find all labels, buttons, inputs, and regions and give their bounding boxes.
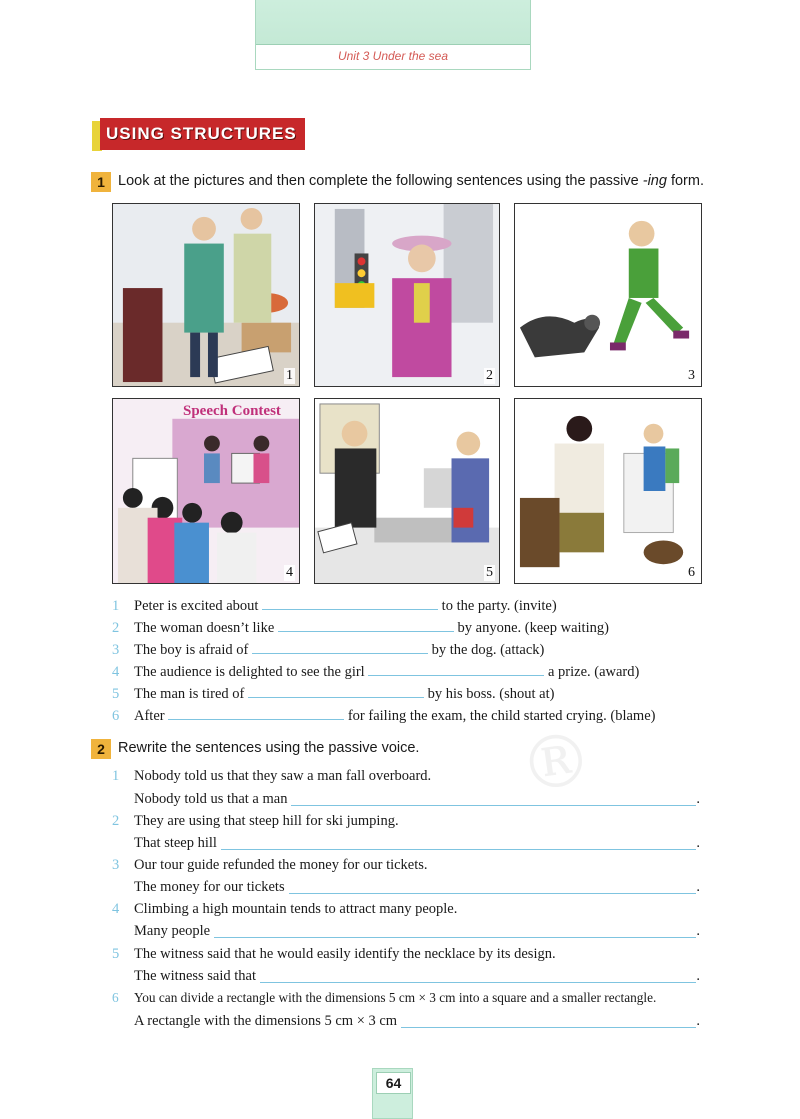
sentence-end: by his boss. (shout at) bbox=[427, 686, 555, 702]
item-number: 6 bbox=[112, 708, 120, 724]
instruction-part: form. bbox=[666, 173, 704, 189]
sentence-end: for failing the exam, the child started crying. (blame) bbox=[347, 708, 656, 724]
page-number: 64 bbox=[376, 1072, 411, 1094]
instruction-emphasis: -ing bbox=[642, 173, 667, 189]
answer-line[interactable] bbox=[214, 923, 696, 938]
rewrite-line bbox=[134, 835, 700, 852]
picture-panel-5 bbox=[314, 398, 500, 584]
sentence-start: The audience is delighted to see the girl bbox=[134, 664, 365, 680]
answer-line[interactable] bbox=[260, 968, 696, 983]
panel-number: 6 bbox=[688, 565, 695, 580]
rewrite-prompt: The witness said that bbox=[134, 968, 257, 984]
sentence-end: by the dog. (attack) bbox=[431, 642, 545, 658]
answer-blank[interactable] bbox=[252, 639, 428, 654]
item-number: 3 bbox=[112, 642, 120, 658]
exercise-2-number: 2 bbox=[91, 739, 111, 759]
rewrite-prompt: A rectangle with the dimensions 5 cm × 3 cm bbox=[134, 1013, 398, 1029]
item-number: 6 bbox=[112, 990, 119, 1005]
panel-number: 5 bbox=[486, 565, 493, 580]
rewrite-line bbox=[134, 879, 700, 896]
line-period: . bbox=[696, 879, 700, 895]
sentence-start: The woman doesn’t like bbox=[134, 620, 275, 636]
item-number: 5 bbox=[112, 946, 120, 962]
exercise-1-number: 1 bbox=[91, 172, 111, 192]
exercise-1-instruction bbox=[118, 173, 704, 189]
answer-blank[interactable] bbox=[248, 683, 424, 698]
answer-line[interactable] bbox=[221, 835, 696, 850]
list-item bbox=[112, 683, 554, 703]
rewrite-prompt: Many people bbox=[134, 923, 211, 939]
sentence-end: by anyone. (keep waiting) bbox=[457, 620, 609, 636]
list-item bbox=[112, 595, 557, 615]
picture-panel-1 bbox=[112, 203, 300, 387]
original-sentence: Climbing a high mountain tends to attract many people. bbox=[134, 901, 458, 917]
item-number: 2 bbox=[112, 620, 120, 636]
unit-title: Unit 3 Under the sea bbox=[337, 49, 449, 63]
sentence-end: a prize. (award) bbox=[547, 664, 640, 680]
sentence-start: After bbox=[134, 708, 165, 724]
line-period: . bbox=[696, 1013, 700, 1029]
illustration-boss-shouting bbox=[315, 399, 499, 583]
rewrite-line bbox=[134, 923, 700, 940]
header-divider bbox=[256, 44, 530, 45]
item-number: 5 bbox=[112, 686, 120, 702]
watermark: ® bbox=[514, 715, 598, 809]
list-item bbox=[112, 813, 399, 830]
sentence-end: to the party. (invite) bbox=[441, 598, 557, 614]
item-number: 4 bbox=[112, 664, 120, 680]
picture-panel-4 bbox=[112, 398, 300, 584]
answer-blank[interactable] bbox=[262, 595, 438, 610]
speech-contest-sign: Speech Contest bbox=[183, 403, 281, 419]
panel-number: 4 bbox=[286, 565, 293, 580]
answer-blank[interactable] bbox=[278, 617, 454, 632]
original-sentence: They are using that steep hill for ski jumping. bbox=[134, 813, 399, 829]
illustration-crying-child bbox=[515, 399, 701, 583]
panel-number: 2 bbox=[486, 368, 493, 383]
sentence-start: Peter is excited about bbox=[134, 598, 259, 614]
illustration-waiting-woman bbox=[315, 204, 499, 386]
original-sentence: Nobody told us that they saw a man fall overboard. bbox=[134, 768, 432, 784]
list-item bbox=[112, 901, 457, 918]
answer-line[interactable] bbox=[401, 1013, 696, 1028]
sentence-start: The boy is afraid of bbox=[134, 642, 249, 658]
rewrite-prompt: Nobody told us that a man bbox=[134, 791, 288, 807]
panel-number: 3 bbox=[688, 368, 695, 383]
line-period: . bbox=[696, 791, 700, 807]
rewrite-prompt: The money for our tickets bbox=[134, 879, 285, 895]
list-item bbox=[112, 857, 428, 874]
rewrite-line bbox=[134, 968, 700, 985]
list-item bbox=[112, 990, 656, 1006]
item-number: 2 bbox=[112, 813, 120, 829]
rewrite-prompt: That steep hill bbox=[134, 835, 217, 851]
original-sentence: Our tour guide refunded the money for our tickets. bbox=[134, 857, 428, 873]
list-item bbox=[112, 661, 639, 681]
list-item bbox=[112, 768, 431, 785]
unit-header-tab bbox=[255, 0, 531, 70]
panel-number: 1 bbox=[286, 368, 293, 383]
line-period: . bbox=[696, 923, 700, 939]
rewrite-line bbox=[134, 791, 700, 808]
picture-panel-3 bbox=[514, 203, 702, 387]
illustration-shop-men bbox=[113, 204, 299, 386]
rewrite-line bbox=[134, 1013, 700, 1030]
picture-panel-6 bbox=[514, 398, 702, 584]
item-number: 1 bbox=[112, 768, 120, 784]
section-banner: USING STRUCTURES bbox=[100, 118, 305, 150]
item-number: 1 bbox=[112, 598, 120, 614]
answer-line[interactable] bbox=[291, 791, 696, 806]
line-period: . bbox=[696, 968, 700, 984]
list-item bbox=[112, 617, 609, 637]
original-sentence: The witness said that he would easily identify the necklace by its design. bbox=[134, 946, 556, 962]
item-number: 4 bbox=[112, 901, 120, 917]
illustration-dog-boy bbox=[515, 204, 701, 386]
instruction-part: Look at the pictures and then complete the following sentences using the passive bbox=[118, 173, 643, 189]
picture-panel-2 bbox=[314, 203, 500, 387]
item-number: 3 bbox=[112, 857, 120, 873]
exercise-2-instruction: Rewrite the sentences using the passive voice. bbox=[118, 740, 420, 756]
line-period: . bbox=[696, 835, 700, 851]
sentence-start: The man is tired of bbox=[134, 686, 245, 702]
list-item bbox=[112, 639, 544, 659]
answer-blank[interactable] bbox=[168, 705, 344, 720]
original-sentence: You can divide a rectangle with the dimensions 5 cm × 3 cm into a square and a smaller rectangle. bbox=[134, 990, 657, 1005]
answer-blank[interactable] bbox=[368, 661, 544, 676]
illustration-speech-contest bbox=[113, 399, 299, 583]
answer-line[interactable] bbox=[289, 879, 697, 894]
list-item bbox=[112, 946, 556, 963]
